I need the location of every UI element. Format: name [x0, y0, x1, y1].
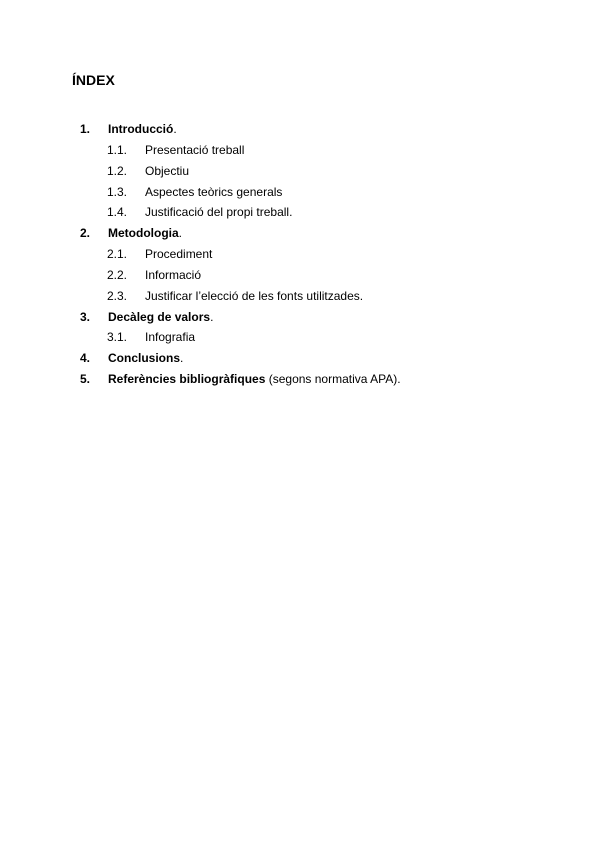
toc-number: 2.3. [107, 288, 128, 303]
toc-section [0, 348, 600, 369]
toc-number: 1.4. [107, 205, 128, 220]
toc-subsection [0, 161, 600, 182]
toc-text: Procediment [145, 247, 213, 262]
toc-text: Informació [145, 267, 202, 282]
toc-text: Justificació del propi treball. [145, 205, 293, 220]
toc-subsection [0, 140, 600, 161]
toc-subsection [0, 202, 600, 223]
toc-number: 3. [80, 309, 91, 324]
toc-text: Objectiu [145, 163, 190, 178]
toc-suffix: . [178, 226, 183, 241]
toc-number: 1.2. [107, 163, 128, 178]
toc-heading: Conclusions [108, 351, 181, 366]
toc-subsection [0, 265, 600, 286]
toc-section [0, 119, 600, 140]
toc-text [108, 369, 401, 390]
toc-heading: Introducció [108, 122, 174, 136]
toc-text: Aspectes teòrics generals [145, 184, 283, 199]
toc-section [0, 223, 600, 244]
toc-subsection [0, 286, 600, 307]
toc-number: 1.3. [107, 184, 128, 199]
toc-number: 2.1. [107, 247, 128, 262]
toc-number: 1.1. [107, 142, 128, 157]
toc-suffix: . [210, 309, 214, 324]
toc-text: Infografia [145, 330, 196, 345]
toc-number: 3.1. [107, 330, 128, 345]
toc-text [108, 348, 183, 369]
toc-text: Presentació treball [145, 142, 245, 157]
toc-heading: Metodologia [108, 226, 179, 241]
toc-number: 1. [80, 122, 91, 136]
toc-number: 2.2. [107, 267, 128, 282]
toc-section [0, 369, 600, 390]
toc-subsection [0, 182, 600, 203]
toc-subsection [0, 244, 600, 265]
page-title: ÍNDEX [72, 72, 115, 88]
toc-suffix: . [173, 122, 177, 136]
toc-section [0, 307, 600, 328]
toc-text [108, 119, 177, 140]
table-of-contents [0, 119, 600, 390]
toc-heading: Decàleg de valors [108, 309, 211, 324]
toc-text: Justificar l’elecció de les fonts utilitzades. [145, 288, 364, 303]
toc-subsection [0, 327, 600, 348]
toc-suffix: (segons normativa APA). [265, 372, 401, 387]
toc-text [108, 223, 182, 244]
toc-text [108, 307, 213, 328]
toc-number: 5. [80, 372, 91, 387]
toc-number: 4. [80, 351, 91, 366]
toc-number: 2. [80, 226, 91, 241]
toc-suffix: . [180, 351, 184, 366]
toc-heading: Referències bibliogràfiques [108, 372, 266, 387]
